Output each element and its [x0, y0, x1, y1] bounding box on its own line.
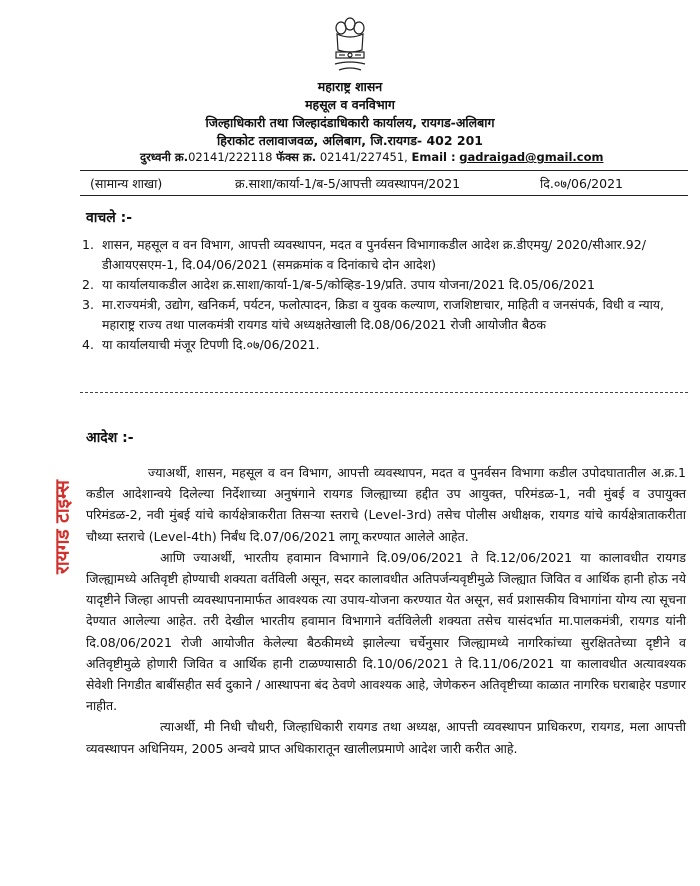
read-section-title: वाचले :- — [86, 210, 133, 226]
list-item — [82, 235, 687, 275]
list-item-text: शासन, महसूल व वन विभाग, आपत्ती व्यवस्थापन, मदत व पुनर्वसन विभागाकडील आदेश क्र.डीएमयु/ 2020/सीआर.92/डीआयएसएम-1, दि.04/06/2021 (समक्रमांक व दिनांकाचे दोन आदेश) — [102, 237, 646, 272]
list-item-number: 4. — [82, 337, 94, 352]
fax-label: फॅक्स क्र. — [276, 150, 317, 164]
order-paragraph-3: त्याअर्थी, मी निधी चौधरी, जिल्हाधिकारी रायगड तथा अध्यक्ष, आपत्ती व्यवस्थापन प्राधिकरण, रायगड, मला आपत्ती व्यवस्थापन अधिनियम, 2005 अन्वये प्राप्त अधिकारातून खालीलप्रमाणे आदेश जारी करीत आहे. — [86, 719, 686, 756]
list-item-number: 1. — [82, 237, 94, 252]
watermark-stamp — [48, 440, 78, 615]
header-office: जिल्हाधिकारी तथा जिल्हादंडाधिकारी कार्यालय, रायगड-अलिबाग — [205, 115, 495, 130]
watermark-stamp-text: रायगड टाइम्स — [51, 479, 74, 575]
order-body — [86, 462, 686, 759]
email-address: gadraigad@gmail.com — [459, 150, 604, 164]
order-paragraph-1: ज्याअर्थी, शासन, महसूल व वन विभाग, आपत्ती व्यवस्थापन, मदत व पुनर्वसन विभागा कडील उपोदघातातील अ.क्र.1 कडील आदेशान्वये दिलेल्या निर्देशाच्या अनुषंगाने रायगड जिल्ह्याच्या हद्दीत उप आयुक्त, परिमंडळ-1, नवी मुंबई व उपायुक्त परिमंडळ-2, नवी मुंबई यांचे कार्यक्षेत्राकरीता तिसऱ्या स्तराचे (Level-3rd) तसेच पोलीस अधीक्षक, रायगड यांचे कार्यक्षेत्राताकरीता चौथ्या स्तराचे (Level-4th) निर्बंध दि.07/06/2021 लागू करण्यात आलेले आहेत. — [86, 465, 686, 544]
phone-number: 02141/222118 — [188, 150, 273, 164]
order-paragraph-2: आणि ज्याअर्थी, भारतीय हवामान विभागाने दि.09/06/2021 ते दि.12/06/2021 या कालावधीत रायगड जिल्ह्यामध्ये अतिवृष्टी होण्याची शक्यता वर्तविली असून, सदर कालावधीत अतिपर्जन्यवृष्टीमुळे जिल्ह्यात जिवित व आर्थिक हानी होऊ नये यादृष्टीने जिल्हा आपत्ती व्यवस्थापनामार्फत आवश्यक त्या उपाय-योजना करण्यात येत असून, सर्व प्रशासकीय विभागांना योग्य त्या सूचना देण्यात आलेल्या आहेत. तरी देखील भारतीय हवामान विभागाने वर्तविलेली शक्यता तसेच यासंदर्भात मा.पालकमंत्री, रायगड यांनी दि.08/06/2021 रोजी आयोजीत केलेल्या बैठकीमध्ये झालेल्या चर्चेनुसार जिल्ह्यामध्ये नागरिकांच्या सुरक्षिततेच्या दृष्टीने व अतिवृष्टीमुळे होणारी जिवित व आर्थिक हानी टाळण्यासाठी दि.10/06/2021 ते दि.11/06/2021 या कालावधीत अत्यावश्यक सेवेशी निगडीत बाबींसहीत सर्व दुकाने / आस्थापना बंद ठेवणे आवश्यक आहे, जेणेकरुन अतिवृष्टीच्या काळात नागरिक घराबाहेर पडणार नाहीत. — [86, 549, 686, 714]
list-item-text: या कार्यालयाकडील आदेश क्र.साशा/कार्या-1/ब-5/कोव्हिड-19/प्रति. उपाय योजना/2021 दि.05/06/2021 — [102, 277, 595, 292]
reference-number: क्र.साशा/कार्या-1/ब-5/आपत्ती व्यवस्थापन/2021 — [235, 176, 461, 191]
header-department: महसूल व वनविभाग — [305, 97, 395, 112]
phone-label: दुरध्वनी क्र. — [140, 150, 189, 164]
list-item-number: 3. — [82, 297, 94, 312]
ashoka-emblem-icon — [331, 14, 369, 76]
list-item — [82, 275, 687, 295]
order-section-title: आदेश :- — [86, 430, 134, 446]
section-divider — [80, 392, 688, 393]
branch-name: (सामान्य शाखा) — [90, 176, 163, 191]
fax-number: 02141/227451, — [319, 150, 408, 164]
list-item — [82, 335, 687, 355]
email-label: Email : — [411, 150, 456, 164]
header-rule-top — [80, 170, 688, 171]
read-list — [82, 235, 687, 355]
list-item — [82, 295, 687, 335]
list-item-number: 2. — [82, 277, 94, 292]
header-address: हिराकोट तलावाजवळ, अलिबाग, जि.रायगड- 402 201 — [216, 133, 483, 148]
header-rule-bottom — [80, 195, 688, 196]
list-item-text: या कार्यालयाची मंजूर टिपणी दि.०७/06/2021. — [102, 337, 320, 352]
reference-date: दि.०७/06/2021 — [540, 176, 623, 191]
list-item-text: मा.राज्यमंत्री, उद्योग, खनिकर्म, पर्यटन, फलोत्पादन, क्रिडा व युवक कल्याण, राजशिष्टाचार, माहिती व जनसंपर्क, विधी व न्याय, महाराष्ट्र राज्य तथा पालकमंत्री रायगड यांचे अध्यक्षतेखाली दि.08/06/2021 रोजी आयोजीत बैठक — [102, 297, 665, 332]
header-government: महाराष्ट्र शासन — [317, 79, 383, 94]
contact-line — [140, 150, 603, 165]
